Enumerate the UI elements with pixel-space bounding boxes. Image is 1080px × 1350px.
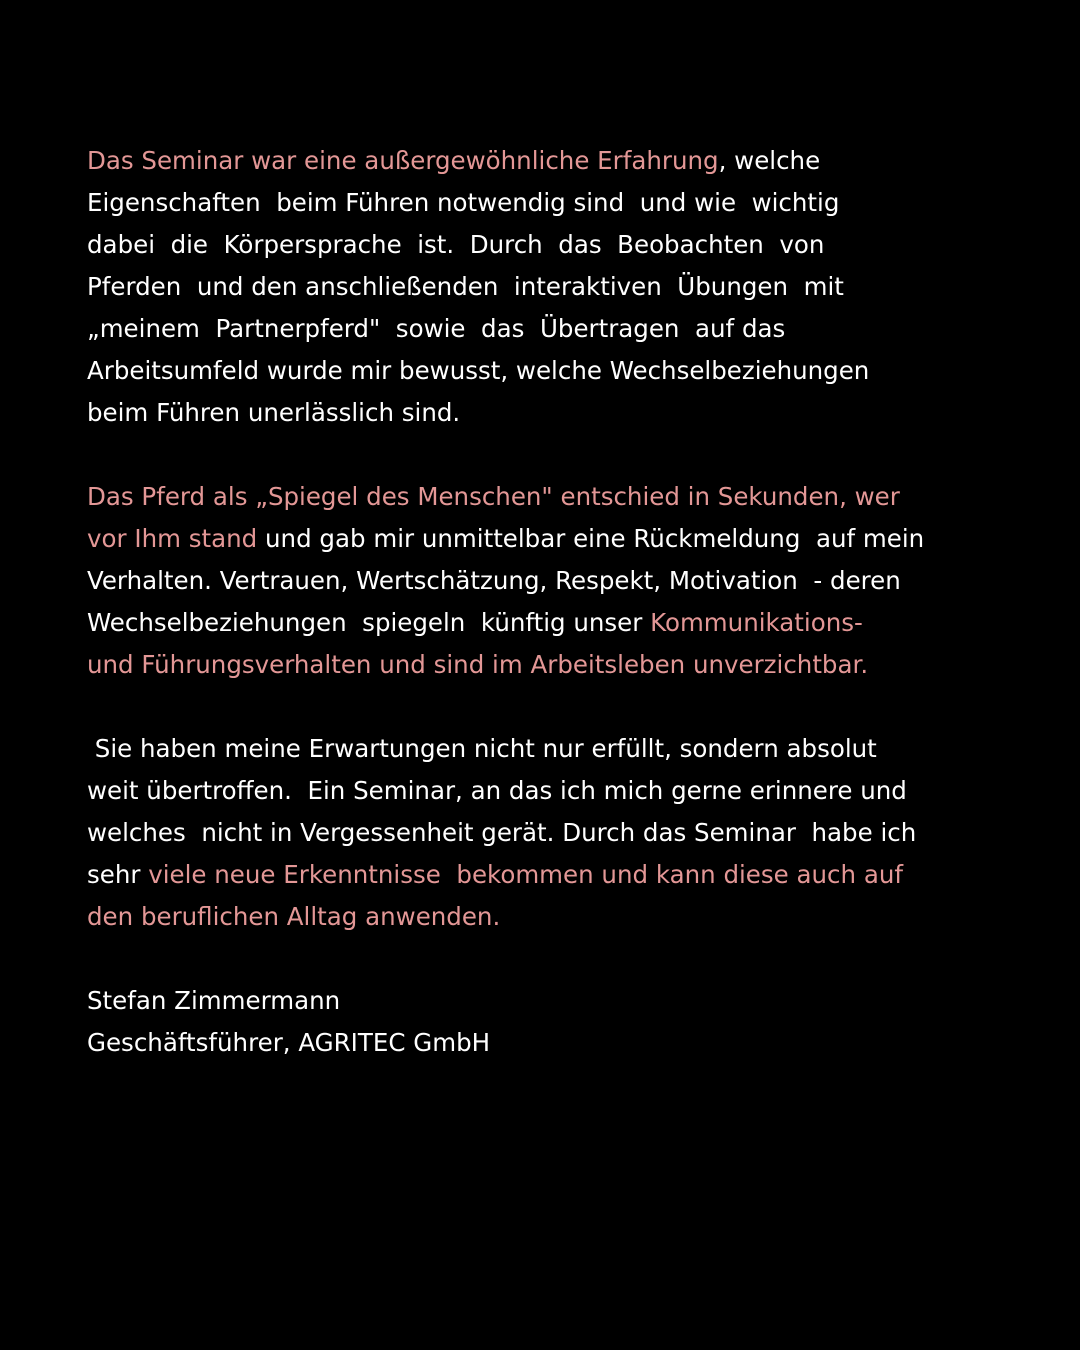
paragraph-gap [87,938,1007,980]
highlighted-text: Kommunikations- [650,608,863,637]
text-line [87,812,1007,854]
text-line [87,476,1007,518]
highlighted-text: und Führungsverhalten und sind im Arbeitsleben unverzichtbar. [87,650,869,679]
body-text: Wechselbeziehungen spiegeln künftig unser [87,608,651,637]
testimonial-paragraph-2 [87,476,1007,686]
body-text: welches nicht in Vergessenheit gerät. Durch das Seminar habe ich [87,818,917,847]
signature [87,980,1007,1064]
testimonial-paragraph-1 [87,140,1007,434]
text-line [87,140,1007,182]
body-text: „meinem Partnerpferd" sowie das Übertragen auf das [87,314,786,343]
body-text: Sie haben meine Erwartungen nicht nur erfüllt, sondern absolut [87,734,877,763]
body-text: Eigenschaften beim Führen notwendig sind und wie wichtig [87,188,840,217]
highlighted-text: vor Ihm stand [87,524,258,553]
signature-name: Stefan Zimmermann [87,986,341,1015]
highlighted-text: viele neue Erkenntnisse bekommen und kann diese auch auf [148,860,903,889]
testimonial [87,140,1007,1064]
text-line [87,770,1007,812]
body-text: dabei die Körpersprache ist. Durch das Beobachten von [87,230,825,259]
testimonial-paragraph-3 [87,728,1007,938]
text-line [87,350,1007,392]
highlighted-text: den beruflichen Alltag anwenden. [87,902,501,931]
text-line [87,308,1007,350]
paragraph-gap [87,686,1007,728]
text-line [87,728,1007,770]
body-text: sehr [87,860,149,889]
highlighted-text: Das Pferd als „Spiegel des Menschen" entschied in Sekunden, wer [87,482,900,511]
body-text: , welche [718,146,821,175]
paragraph-gap [87,434,1007,476]
highlighted-text: Das Seminar war eine außergewöhnliche Erfahrung [87,146,719,175]
body-text: und gab mir unmittelbar eine Rückmeldung auf mein [257,524,925,553]
body-text: beim Führen unerlässlich sind. [87,398,461,427]
signature-role: Geschäftsführer, AGRITEC GmbH [87,1028,491,1057]
text-line [87,224,1007,266]
text-line [87,266,1007,308]
text-line [87,854,1007,896]
body-text: Verhalten. Vertrauen, Wertschätzung, Respekt, Motivation - deren [87,566,901,595]
text-line [87,392,1007,434]
text-line [87,896,1007,938]
text-line [87,602,1007,644]
text-line [87,518,1007,560]
body-text: weit übertroffen. Ein Seminar, an das ich mich gerne erinnere und [87,776,907,805]
body-text: Pferden und den anschließenden interaktiven Übungen mit [87,272,844,301]
text-line [87,182,1007,224]
body-text: Arbeitsumfeld wurde mir bewusst, welche Wechselbeziehungen [87,356,870,385]
text-line [87,644,1007,686]
text-line [87,560,1007,602]
